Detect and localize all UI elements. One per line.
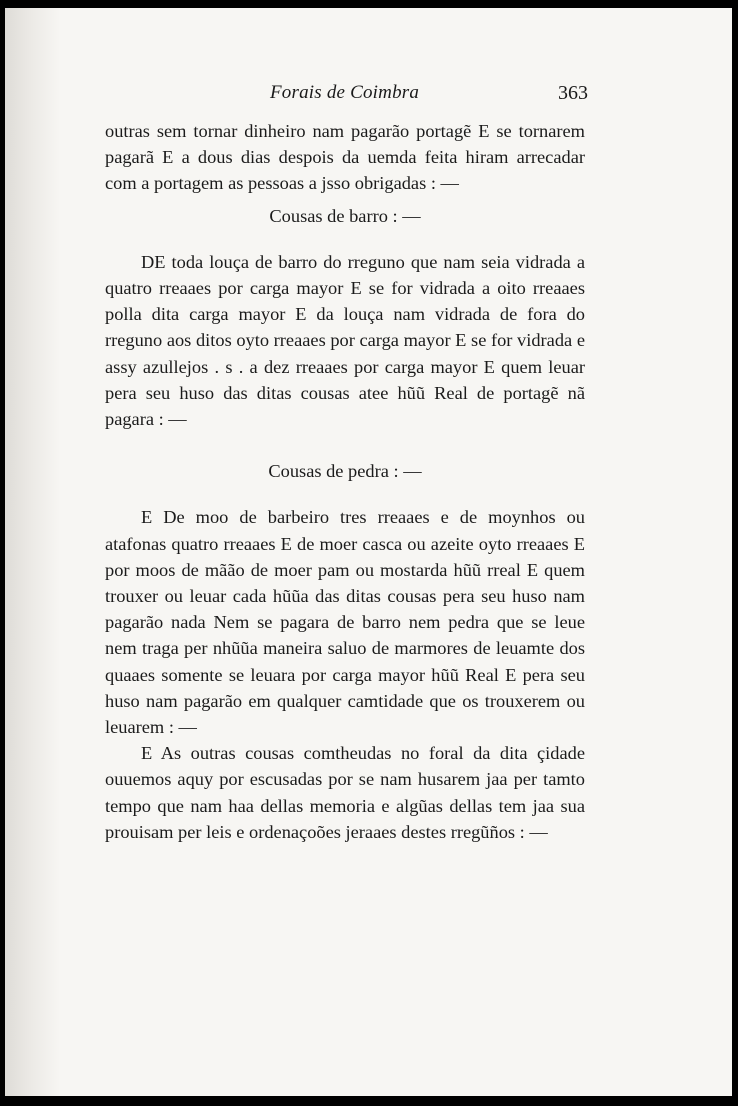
paragraph-pedra: E De moo de barbeiro tres rreaaes e de moynhos ou atafonas quatro rreaaes E de moer casca ou azeite oyto rreaaes E por moos de mãão de moer pam ou mostarda hũũ rreal E quem trouxer ou leuar cada hũũa das ditas cousas pera seu huso nam pagarão nada Nem se pagara de barro nem pedra que se leue nem traga per nhũũa maneira saluo de marmores de leuamte dos quaaes somente se leuara por carga mayor hũũ Real E pera seu huso nam pagarão em qualquer camtidade que os trouxerem ou leuarem : — [105,507,585,738]
gutter-shadow [5,8,60,1096]
section-heading-barro: Cousas de barro : — [269,205,421,226]
paragraph-continued: outras sem tornar dinheiro nam pagarão portagẽ E se tornarem pagarã E a dous dias despois da uemda feita hiram arrecadar com a portagem as pessoas a jsso obrigadas : — [105,121,585,194]
section-heading-pedra: Cousas de pedra : — [268,461,422,482]
page-number: 363 [558,82,588,104]
book-page [5,8,732,1096]
page-body [105,118,585,845]
page-header [105,78,590,108]
paragraph-barro: DE toda louça de barro do rreguno que nam seia vidrada a quatro rreaaes por carga mayor E se for vidrada a oito rreaaes polla dita carga mayor E da louça nam vidrada de fora do rreguno aos ditos oyto rreaaes por carga mayor E se for vidrada e assy azullejos . s . a dez rreaaes por carga mayor E quem leuar pera seu huso das ditas cousas atee hũũ Real de portagẽ nã pagara : — [105,251,585,430]
running-title: Forais de Coimbra [270,82,420,103]
paragraph-outras-cousas: E As outras cousas comtheudas no foral da dita çidade ouuemos aquy por escusadas por se nam husarem jaa per tamto tempo que nam haa dellas memoria e algũas dellas tem jaa sua prouisam per leis e ordenaçoões jeraaes destes rregũños : — [105,743,585,842]
